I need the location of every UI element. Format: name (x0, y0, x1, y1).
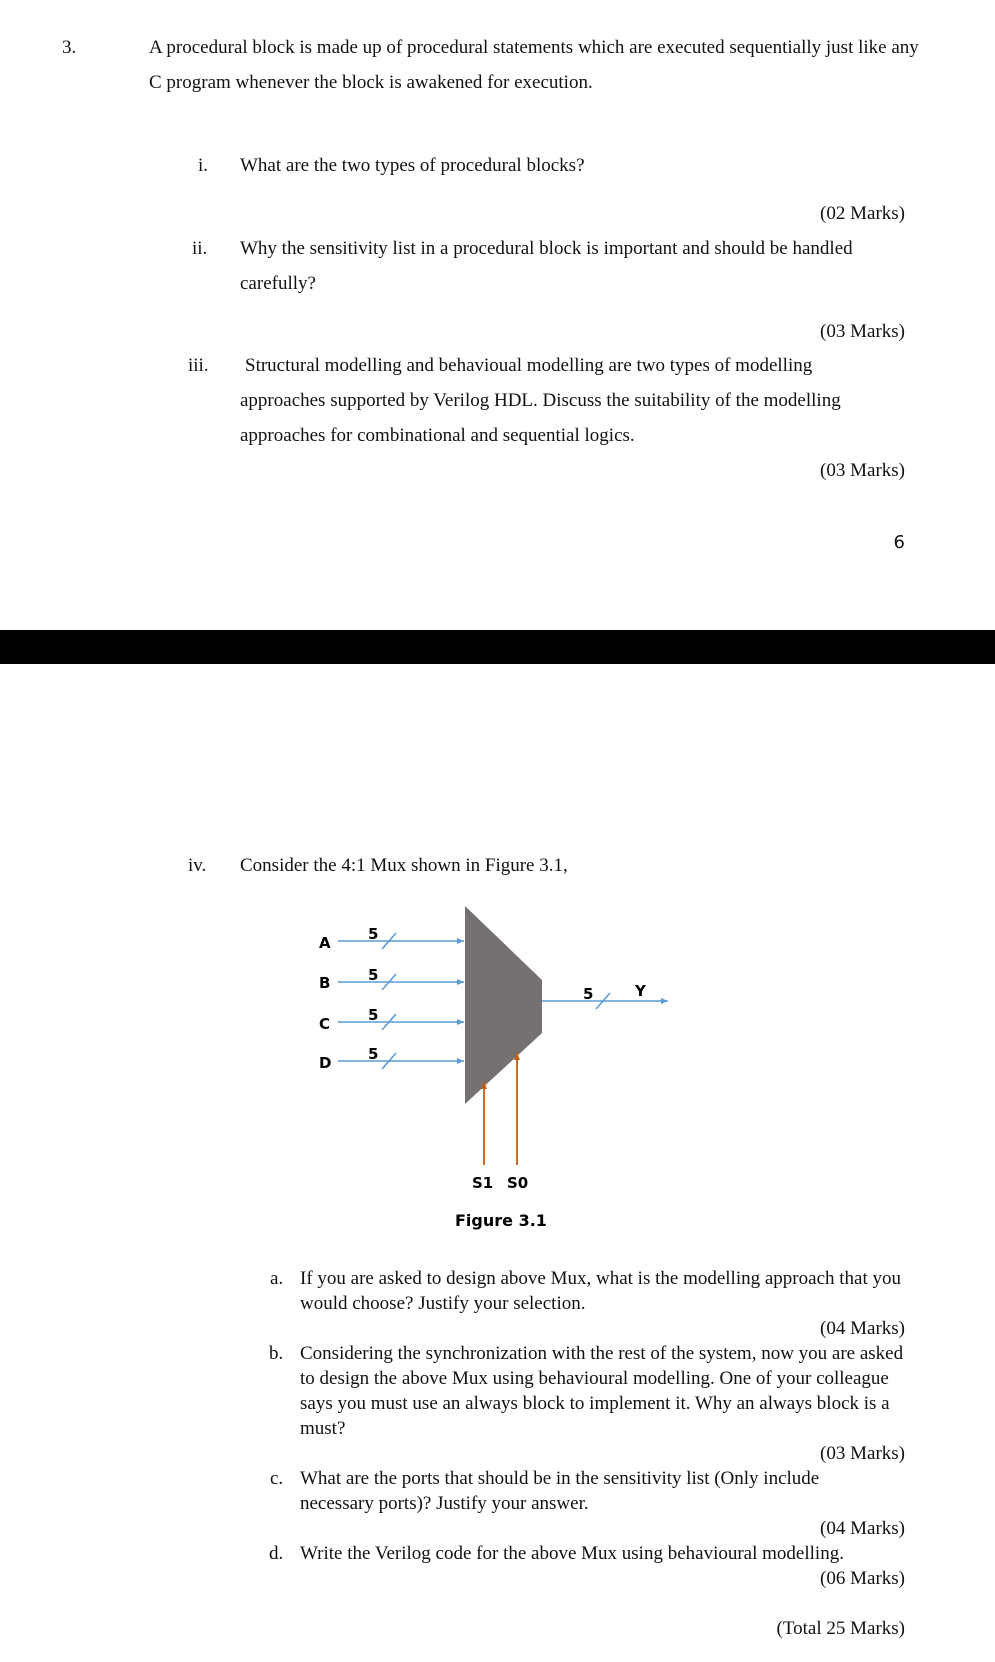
part-iv-label: iv. (188, 855, 207, 876)
part-ii-label: ii. (192, 238, 208, 259)
subpart-d-label: d. (269, 1543, 284, 1564)
part-iii-marks: (03 Marks) (820, 460, 905, 481)
part-i-text: What are the two types of procedural blocks? (240, 155, 585, 176)
input-a-label: A (319, 934, 331, 952)
subpart-a-text: If you are asked to design above Mux, what is the modelling approach that you would choose? Justify your selection. (300, 1268, 901, 1314)
part-ii-marks: (03 Marks) (820, 321, 905, 342)
subpart-c-label: c. (270, 1468, 284, 1489)
subpart-d-text: Write the Verilog code for the above Mux using behavioural modelling. (300, 1543, 844, 1564)
output-y-label: Y (635, 982, 646, 1000)
part-iii-label: iii. (188, 355, 209, 376)
input-b-label: B (319, 974, 331, 992)
part-iii-text: Structural modelling and behavioual modelling are two types of modelling approaches supported by Verilog HDL. Discuss the suitability of the modelling approaches for combinational and sequential logics. (240, 355, 841, 446)
subpart-d-marks: (06 Marks) (820, 1568, 905, 1589)
figure-caption: Figure 3.1 (455, 1211, 547, 1230)
question-intro: A procedural block is made up of procedural statements which are executed sequentially just like any C program whenever the block is awakened for execution. (149, 37, 919, 93)
subpart-b-label: b. (269, 1343, 284, 1364)
subpart-c-text: What are the ports that should be in the sensitivity list (Only include necessary ports)? Justify your answer. (300, 1468, 820, 1514)
input-c-label: C (319, 1015, 331, 1033)
input-b-width: 5 (368, 966, 379, 984)
question-number: 3. (62, 37, 77, 58)
input-a-width: 5 (368, 925, 379, 943)
select-s0-label: S0 (507, 1174, 529, 1192)
subpart-b-text: Considering the synchronization with the rest of the system, now you are asked to design the above Mux using behavioural modelling. One of your colleague says you must use an always block to implement it. Why an always block is a must? (300, 1343, 904, 1439)
subpart-a-marks: (04 Marks) (820, 1318, 905, 1339)
part-iv-text: Consider the 4:1 Mux shown in Figure 3.1, (240, 855, 568, 876)
subpart-c-marks: (04 Marks) (820, 1518, 905, 1539)
part-ii-text: Why the sensitivity list in a procedural block is important and should be handled carefully? (240, 238, 853, 294)
page-number: 6 (893, 532, 905, 553)
subpart-b-marks: (03 Marks) (820, 1443, 905, 1464)
select-s1-label: S1 (472, 1174, 494, 1192)
input-c-width: 5 (368, 1006, 379, 1024)
input-d-width: 5 (368, 1045, 379, 1063)
part-i-label: i. (198, 155, 209, 176)
part-i-marks: (02 Marks) (820, 203, 905, 224)
output-y-width: 5 (583, 985, 594, 1003)
total-marks: (Total 25 Marks) (776, 1618, 905, 1639)
input-d-label: D (319, 1054, 332, 1072)
subpart-a-label: a. (270, 1268, 284, 1289)
mux-body (465, 906, 542, 1104)
